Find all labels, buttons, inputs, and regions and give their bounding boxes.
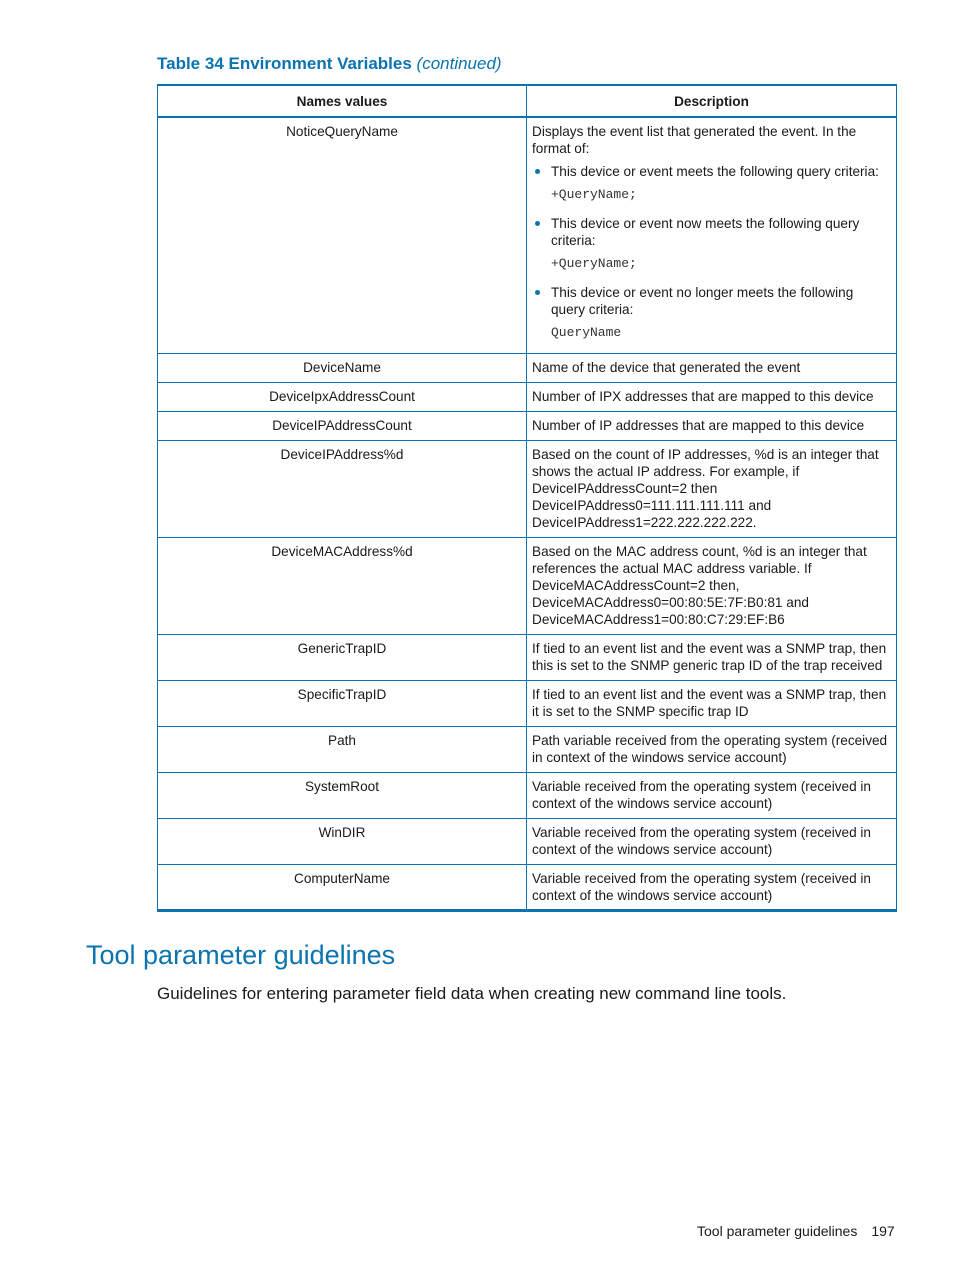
variable-name-cell: DeviceIPAddressCount — [158, 412, 527, 441]
table-caption-continued: (continued) — [416, 54, 502, 73]
table-caption — [157, 54, 502, 74]
code-sample: QueryName — [551, 325, 622, 340]
table-row — [158, 865, 897, 911]
description-cell — [527, 117, 897, 354]
variable-name-cell: GenericTrapID — [158, 635, 527, 681]
environment-variables-table — [157, 84, 897, 912]
section-heading: Tool parameter guidelines — [86, 940, 396, 970]
description-cell: If tied to an event list and the event was a SNMP trap, then it is set to the SNMP specific trap ID — [527, 681, 897, 727]
list-item — [532, 163, 891, 203]
variable-name-cell: DeviceIpxAddressCount — [158, 383, 527, 412]
table-row — [158, 819, 897, 865]
table-row — [158, 354, 897, 383]
description-cell: Based on the count of IP addresses, %d is an integer that shows the actual IP address. For example, if DeviceIPAddressCount=2 then DeviceIPAddress0=111.111.111.111 and DeviceIPAddress1=222.222.222.222. — [527, 441, 897, 538]
table-row — [158, 635, 897, 681]
variable-name-cell: DeviceName — [158, 354, 527, 383]
variable-name-cell: WinDIR — [158, 819, 527, 865]
table-row — [158, 383, 897, 412]
bullet-icon — [535, 290, 540, 295]
variable-name-cell: DeviceIPAddress%d — [158, 441, 527, 538]
description-cell: If tied to an event list and the event was a SNMP trap, then this is set to the SNMP generic trap ID of the trap received — [527, 635, 897, 681]
description-cell: Variable received from the operating system (received in context of the windows service account) — [527, 865, 897, 911]
column-header-description: Description — [527, 85, 897, 117]
table-row — [158, 681, 897, 727]
bullet-list — [532, 163, 891, 341]
variable-name-cell: DeviceMACAddress%d — [158, 538, 527, 635]
code-sample: +QueryName; — [551, 187, 637, 202]
bullet-text: This device or event now meets the following query criteria: — [551, 216, 860, 248]
bullet-text: This device or event meets the following query criteria: — [551, 164, 879, 179]
variable-name-cell: NoticeQueryName — [158, 117, 527, 354]
page-footer — [697, 1223, 895, 1239]
code-sample: +QueryName; — [551, 256, 637, 271]
description-intro: Displays the event list that generated the event. In the format of: — [532, 124, 857, 156]
table-row — [158, 441, 897, 538]
column-header-names: Names values — [158, 85, 527, 117]
variable-name-cell: ComputerName — [158, 865, 527, 911]
table-row — [158, 538, 897, 635]
variable-name-cell: Path — [158, 727, 527, 773]
description-cell: Number of IPX addresses that are mapped to this device — [527, 383, 897, 412]
page-number: 197 — [871, 1223, 895, 1239]
section-intro: Guidelines for entering parameter field data when creating new command line tools. — [157, 984, 787, 1003]
table-row — [158, 727, 897, 773]
bullet-icon — [535, 169, 540, 174]
description-cell: Variable received from the operating system (received in context of the windows service account) — [527, 819, 897, 865]
table-row — [158, 117, 897, 354]
bullet-text: This device or event no longer meets the following query criteria: — [551, 285, 854, 317]
list-item — [532, 284, 891, 341]
variable-name-cell: SystemRoot — [158, 773, 527, 819]
variable-name-cell: SpecificTrapID — [158, 681, 527, 727]
table-header-row — [158, 85, 897, 117]
description-cell: Name of the device that generated the event — [527, 354, 897, 383]
table-caption-title: Table 34 Environment Variables — [157, 54, 412, 73]
description-cell: Variable received from the operating system (received in context of the windows service account) — [527, 773, 897, 819]
table-row — [158, 773, 897, 819]
description-cell: Based on the MAC address count, %d is an integer that references the actual MAC address variable. If DeviceMACAddressCount=2 then, DeviceMACAddress0=00:80:5E:7F:B0:81 and DeviceMACAddress1=00:80:C7:29:EF:B6 — [527, 538, 897, 635]
footer-label: Tool parameter guidelines — [697, 1223, 858, 1239]
bullet-icon — [535, 221, 540, 226]
list-item — [532, 215, 891, 272]
description-cell: Number of IP addresses that are mapped to this device — [527, 412, 897, 441]
table-row — [158, 412, 897, 441]
description-cell: Path variable received from the operating system (received in context of the windows service account) — [527, 727, 897, 773]
